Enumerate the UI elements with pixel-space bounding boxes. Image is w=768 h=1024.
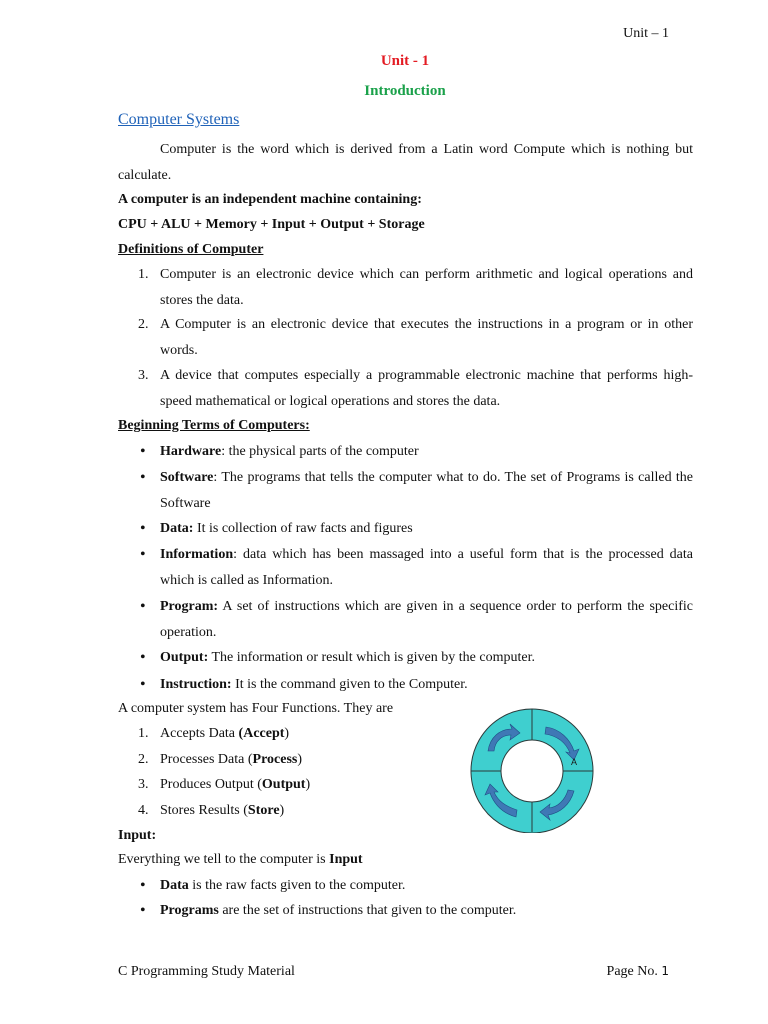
- page-number: 1: [661, 964, 669, 978]
- term-desc: : the physical parts of the computer: [221, 444, 419, 459]
- intro-title: Introduction: [364, 83, 446, 99]
- close-paren: ): [297, 752, 303, 767]
- definition-text: A Computer is an electronic device that executes the instructions in a program or in other words.: [160, 317, 693, 358]
- definition-text: Computer is an electronic device which can perform arithmetic and logical operations and stores the data.: [160, 267, 693, 308]
- bullet-mark: •: [140, 649, 146, 666]
- term-desc: is the raw facts given to the computer.: [188, 878, 406, 893]
- list-number: 1.: [138, 267, 149, 282]
- term-desc: It is the command given to the Computer.: [231, 677, 468, 692]
- function-keyword: Process: [252, 752, 298, 767]
- bullet-mark: •: [140, 676, 146, 693]
- function-item: [118, 798, 448, 824]
- unit-title: Unit - 1: [380, 53, 430, 69]
- term-desc: A set of instructions which are given in a sequence order to perform the specific operation.: [160, 599, 693, 640]
- term-item: [118, 542, 693, 593]
- term-name: Instruction:: [160, 677, 232, 692]
- bullet-mark: •: [140, 520, 146, 537]
- input-item: [118, 898, 693, 924]
- term-name: Software: [160, 470, 214, 485]
- function-keyword: Output: [261, 777, 306, 792]
- header-unit-ref: Unit – 1: [623, 26, 669, 41]
- definition-item: [118, 262, 693, 313]
- term-desc: are the set of instructions that given to the computer.: [218, 903, 517, 918]
- term-item: [118, 672, 693, 698]
- list-number: 4.: [138, 803, 149, 818]
- footer-title: C Programming Study Material: [118, 964, 295, 979]
- term-name: Hardware: [160, 444, 222, 459]
- section-heading: Computer Systems: [118, 111, 240, 128]
- intro-paragraph: Computer is the word which is derived from a Latin word Compute which is nothing but calculate.: [118, 142, 693, 183]
- definition-item: [118, 312, 693, 363]
- open-paren: (: [238, 726, 244, 741]
- function-text: Accepts Data: [160, 726, 239, 741]
- function-keyword: Store: [247, 803, 280, 818]
- open-paren: (: [243, 803, 248, 818]
- input-item: [118, 873, 693, 899]
- cycle-diagram: [470, 707, 594, 833]
- definition-item: [118, 363, 693, 414]
- list-number: 3.: [138, 777, 149, 792]
- components-line: CPU + ALU + Memory + Input + Output + Storage: [118, 217, 425, 232]
- input-line-text: Everything we tell to the computer is: [118, 852, 330, 867]
- term-desc: : The programs that tells the computer what to do. The set of Programs is called the Software: [160, 470, 693, 511]
- machine-heading: A computer is an independent machine containing:: [118, 192, 422, 207]
- term-item: [118, 645, 693, 671]
- terms-heading: Beginning Terms of Computers:: [118, 418, 310, 433]
- term-item: [118, 594, 693, 645]
- list-number: 2.: [138, 317, 149, 332]
- page-label: Page No.: [606, 964, 658, 979]
- function-text: Stores Results: [160, 803, 244, 818]
- list-number: 3.: [138, 368, 149, 383]
- open-paren: (: [247, 752, 253, 767]
- functions-intro: A computer system has Four Functions. They are: [118, 701, 394, 716]
- bullet-mark: •: [140, 546, 146, 563]
- close-paren: ): [279, 803, 285, 818]
- term-item: [118, 439, 693, 465]
- function-keyword: Accept: [243, 726, 285, 741]
- term-name: Information: [160, 547, 234, 562]
- term-desc: : data which has been massaged into a useful form that is the processed data which is called as Information.: [160, 547, 693, 588]
- function-text: Processes Data: [160, 752, 248, 767]
- function-item: [118, 772, 448, 798]
- input-line-bold: Input: [329, 852, 363, 867]
- bullet-mark: •: [140, 902, 146, 919]
- function-item: [118, 747, 448, 773]
- input-heading: Input:: [118, 828, 157, 843]
- term-name: Programs: [160, 903, 219, 918]
- bullet-mark: •: [140, 443, 146, 460]
- definition-text: A device that computes especially a programmable electronic machine that performs high-speed mathematical or logical operations and stores the data.: [160, 368, 693, 409]
- close-paren: ): [305, 777, 311, 792]
- function-item: [118, 721, 448, 747]
- bullet-mark: •: [140, 469, 146, 486]
- function-text: Produces Output: [160, 777, 258, 792]
- term-item: [118, 516, 693, 542]
- term-desc: It is collection of raw facts and figures: [193, 521, 413, 536]
- input-line: [118, 847, 693, 873]
- open-paren: (: [257, 777, 262, 792]
- term-name: Output:: [160, 650, 209, 665]
- term-desc: The information or result which is given by the computer.: [208, 650, 535, 665]
- definitions-heading: Definitions of Computer: [118, 242, 264, 257]
- close-paren: ): [284, 726, 290, 741]
- bullet-mark: •: [140, 877, 146, 894]
- term-name: Data:: [160, 521, 194, 536]
- list-number: 1.: [138, 726, 149, 741]
- term-name: Program:: [160, 599, 219, 614]
- footer-page: [607, 964, 669, 980]
- term-name: Data: [160, 878, 189, 893]
- bullet-mark: •: [140, 598, 146, 615]
- diagram-label: A: [571, 757, 578, 767]
- list-number: 2.: [138, 752, 149, 767]
- term-item: [118, 465, 693, 516]
